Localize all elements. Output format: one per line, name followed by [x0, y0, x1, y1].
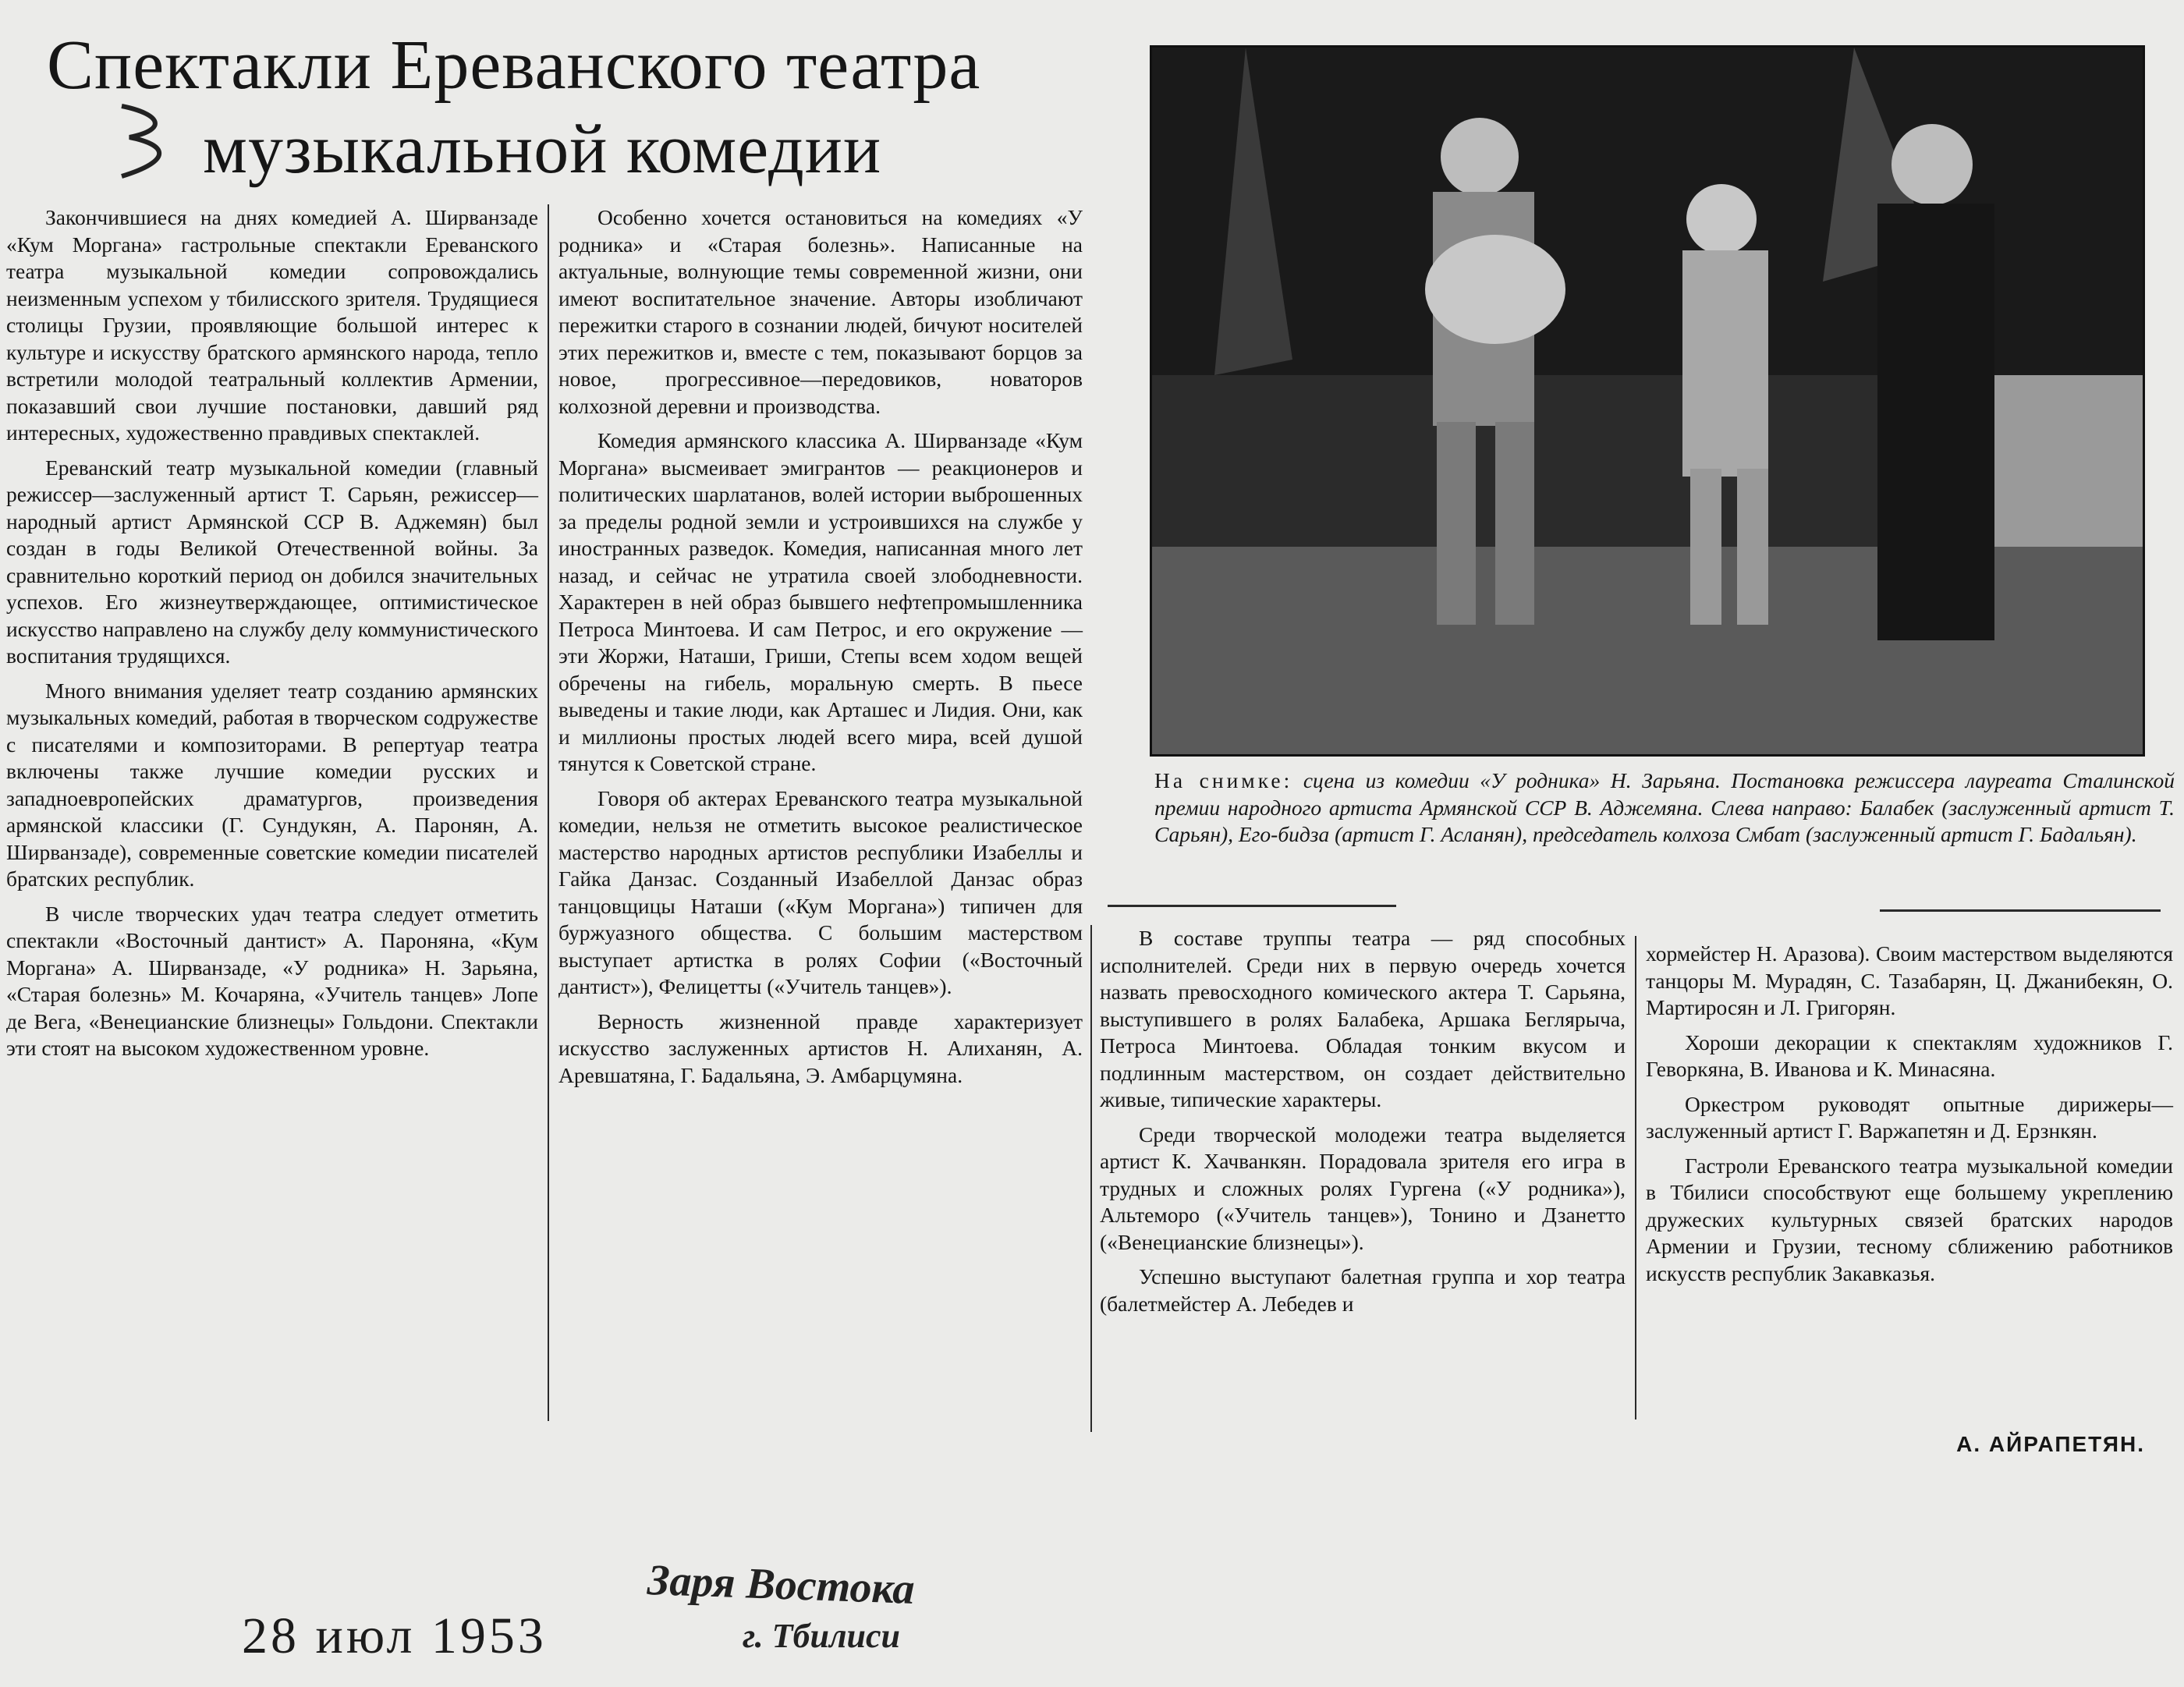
paragraph: Оркестром руководят опытные дирижеры—заслуженный артист Г. Варжапетян и Д. Ерзнкян. [1646, 1091, 2173, 1143]
paragraph: В составе труппы театра — ряд способных исполнителей. Среди них в первую очередь хочется назвать превосходного комического актера Т. Сарьяна, выступившего в ролях Балабека, Аршака Беглярыча, Петроса Минтоева. Обладая тонким вкусом и подлинным мастерством, он создает действительно живые, типические характеры. [1100, 926, 1626, 1111]
paragraph: Говоря об актерах Ереванского театра музыкальной комедии, нельзя не отметить высокое реалистическое мастерство народных артистов республики Изабеллы и Гайка Данзас. Созданный Изабеллой Данзас образ танцовщицы Наташи («Кум Моргана») типичен для буржуазного общества. С большим мастерством выступает артистка в ролях Софии («Восточный дантист»), Фелицетты («Учитель танцев»). [558, 785, 1083, 998]
author-signature: А. АЙРАПЕТЯН. [1956, 1432, 2145, 1456]
paragraph: Хороши декорации к спектаклям художников Г. Геворкяна, В. Иванова и К. Минасяна. [1646, 1030, 2173, 1081]
paragraph: Закончившиеся на днях комедией А. Ширванзаде «Кум Моргана» гастрольные спектакли Ереванского театра музыкальной комедии сопровождались неизменным успехом у тбилисского зрителя. Трудящиеся столицы Грузии, проявляющие большой интерес к культуре и искусству братского армянского народа, тепло встретили молодой театральный коллектив Армении, показавший свои лучшие постановки, давший ряд интересных, художественно правдивых спектаклей. [6, 205, 538, 445]
paragraph: Комедия армянского классика А. Ширванзаде «Кум Моргана» высмеивает эмигрантов — реакционеров и политических шарлатанов, волей истории выброшенных за пределы родной земли и устроившихся на службе у иностранных разведок. Комедия, написанная много лет назад, и сейчас не утратила своей злободневности. Характерен в ней образ бывшего нефтепромышленника Петроса Минтоева. И сам Петрос, и его окружение —эти Жоржи, Наташи, Гриши, Степы всем ходом вещей обречены на гибель, моральную смерть. В пьесе выведены и такие люди, как Арташес и Лидия. Они, как и миллионы простых людей всего мира, всей душой тянутся к Советской стране. [558, 428, 1083, 775]
paragraph: Верность жизненной правде характеризует искусство заслуженных артистов Н. Алиханян, А. Аревшатяна, Г. Бадальяна, Э. Амбарцумяна. [558, 1008, 1083, 1087]
stage-scene-illustration [1152, 48, 2143, 754]
article-title [47, 23, 1123, 192]
paragraph: Ереванский театр музыкальной комедии (главный режиссер—заслуженный артист Т. Сарьян, режиссер—народный артист Армянской ССР В. Аджемян) был создан в годы Великой Отечественной войны. За сравнительно короткий период он добился значительных успехов. Его жизнеутверждающее, оптимистическое искусство направлено на службу делу коммунистического воспитания трудящихся. [6, 455, 538, 668]
stage-photo [1150, 45, 2145, 757]
caption-lead: На снимке: [1154, 768, 1293, 792]
column-divider [548, 204, 549, 1421]
title-line-2: музыкальной комедии [203, 111, 882, 188]
stamp-city: г. Тбилиси [743, 1617, 901, 1655]
column-3 [1100, 925, 1626, 1325]
photo-caption [1154, 767, 2175, 849]
column-4 [1646, 941, 2173, 1295]
paragraph: Особенно хочется остановиться на комедиях «У родника» и «Старая болезнь». Написанные на актуальные, волнующие темы современной жизни, они имеют воспитательное значение. Авторы изобличают пережитки старого в сознании людей, бичуют носителей этих пережитков и, вместе с тем, показывают борцов за новое, прогрессивное—передовиков, новаторов колхозной деревни и производства. [558, 205, 1083, 418]
stamp-date: 28 июл 1953 [242, 1607, 547, 1664]
column-1 [6, 204, 538, 1070]
paragraph: Много внимания уделяет театр созданию армянских музыкальных комедий, работая в творческом содружестве с писателями и композиторами. В репертуар театра включены также лучшие комедии русских и западноевропейских драматургов, произведения армянской классики (Г. Сундукян, А. Паронян, А. Ширванзаде), современные советские комедии писателей братских республик. [6, 678, 538, 891]
column-divider [1090, 925, 1092, 1432]
column-divider [1635, 936, 1636, 1419]
stamp-newspaper-name: Заря Востока [647, 1556, 916, 1614]
caption-text: сцена из комедии «У родника» Н. Зарьяна. Постановка режиссера лауреата Сталинской премии народного артиста Армянской ССР В. Аджемяна. Слева направо: Балабек (заслуженный артист Т. Сарьян), Его-бидза (артист Г. Асланян), председатель колхоза Смбат (заслуженный артист Г. Бадальян). [1154, 768, 2175, 846]
section-rule [1880, 909, 2161, 912]
column-2 [558, 204, 1083, 1097]
section-rule [1108, 905, 1396, 907]
title-line-1: Спектакли Ереванского театра [47, 27, 981, 104]
paragraph: В числе творческих удач театра следует отметить спектакли «Восточный дантист» А. Пароняна, «Кум Моргана» А. Ширванзаде, «У родника» Н. Зарьяна, «Старая болезнь» М. Кочаряна, «Учитель танцев» Лопе де Вега, «Венецианские близнецы» Гольдони. Спектакли эти стоят на высоком художественном уровне. [6, 901, 538, 1060]
paragraph: Среди творческой молодежи театра выделяется артист К. Хачванкян. Порадовала зрителя его игра в трудных и сложных ролях Гургена («У родника»), Альтеморо («Учитель танцев»), Тонино и Дзанетто («Венецианские близнецы»). [1100, 1122, 1626, 1254]
paragraph: Гастроли Ереванского театра музыкальной комедии в Тбилиси способствуют еще большему укреплению дружеских культурных связей братских народов Армении и Грузии, тесному сближению работников искусств республик Закавказья. [1646, 1153, 2173, 1285]
paragraph: хормейстер Н. Аразова). Своим мастерством выделяются танцоры М. Мурадян, С. Тазабарян, Ц. Джанибекян, О. Мартиросян и Л. Григорян. [1646, 941, 2173, 1019]
paragraph: Успешно выступают балетная группа и хор театра (балетмейстер А. Лебедев и [1100, 1264, 1626, 1316]
